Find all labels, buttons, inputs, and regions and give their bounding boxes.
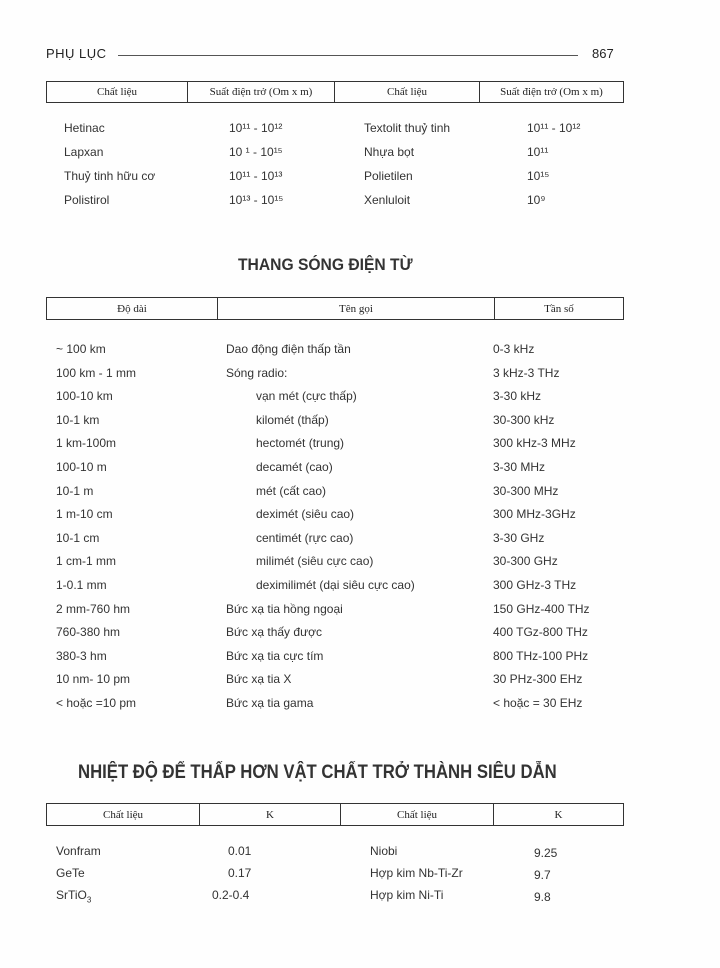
resistivity-table-header	[46, 81, 624, 103]
temperature-cell: 0.01	[228, 844, 252, 858]
wavelength-cell: < hoặc =10 pm	[56, 696, 137, 710]
material-cell: GeTe	[56, 866, 85, 880]
band-name-cell: Bức xạ thấy được	[226, 625, 322, 639]
spectrum-table-header	[46, 297, 624, 320]
wavelength-cell: 100-10 km	[56, 389, 113, 403]
wavelength-cell: 2 mm-760 hm	[56, 602, 131, 616]
band-name-cell: Dao động điện thấp tần	[226, 342, 351, 356]
section-label: PHỤ LỤC	[46, 46, 107, 61]
frequency-cell: 30 PHz-300 EHz	[493, 672, 583, 686]
value-cell: 10⁹	[527, 193, 546, 207]
subscript-text: 3	[86, 895, 92, 905]
frequency-cell: 0-3 kHz	[493, 342, 535, 356]
material-cell: Thuỷ tinh hữu cơ	[64, 169, 156, 183]
band-name-cell: Bức xạ tia gama	[226, 696, 314, 710]
temperature-cell: 9.7	[534, 868, 551, 882]
header-rule	[118, 55, 578, 56]
frequency-cell: 30-300 MHz	[493, 484, 559, 498]
wavelength-cell: 1 cm-1 mm	[56, 554, 116, 568]
material-cell	[56, 888, 91, 904]
frequency-cell: < hoặc = 30 EHz	[493, 696, 583, 710]
frequency-cell: 300 MHz-3GHz	[493, 507, 576, 521]
wavelength-cell: ~ 100 km	[56, 342, 106, 356]
band-name-cell: hectomét (trung)	[256, 436, 345, 450]
band-name-cell: Sóng radio:	[226, 366, 288, 380]
wavelength-cell: 10 nm- 10 pm	[56, 672, 131, 686]
frequency-cell: 3-30 MHz	[493, 460, 546, 474]
wavelength-cell: 1 m-10 cm	[56, 507, 113, 521]
temperature-cell: 0.2-0.4	[212, 888, 250, 902]
header-cell: Tần số	[544, 302, 574, 315]
band-name-cell: vạn mét (cực thấp)	[256, 389, 357, 403]
frequency-cell: 3 kHz-3 THz	[493, 366, 560, 380]
frequency-cell: 30-300 GHz	[493, 554, 558, 568]
wavelength-cell: 100-10 m	[56, 460, 107, 474]
value-cell: 10¹⁵	[527, 169, 550, 183]
frequency-cell: 150 GHz-400 THz	[493, 602, 590, 616]
temperature-cell: 9.25	[534, 846, 558, 860]
wavelength-cell: 1 km-100m	[56, 436, 117, 450]
header-cell: K	[554, 808, 563, 821]
material-cell: Lapxan	[64, 145, 104, 159]
header-cell: K	[200, 804, 341, 825]
value-cell: 10¹¹ - 10¹²	[527, 121, 581, 135]
band-name-cell: milimét (siêu cực cao)	[256, 554, 374, 568]
frequency-cell: 800 THz-100 PHz	[493, 649, 589, 663]
wavelength-cell: 10-1 km	[56, 413, 100, 427]
wavelength-cell: 10-1 cm	[56, 531, 100, 545]
temperature-cell: 9.8	[534, 890, 551, 904]
value-cell: 10¹¹ - 10¹²	[229, 121, 283, 135]
material-cell: Hợp kim Ni-Ti	[370, 888, 444, 902]
material-cell: Xenluloit	[364, 193, 411, 207]
band-name-cell: centimét (rực cao)	[256, 531, 354, 545]
value-cell: 10 ¹ - 10¹⁵	[229, 145, 283, 159]
superconductor-table-header	[46, 803, 624, 826]
header-cell: Chất liệu	[47, 82, 188, 102]
page-number: 867	[592, 46, 614, 61]
wavelength-cell: 380-3 hm	[56, 649, 107, 663]
spectrum-title: THANG SÓNG ĐIỆN TỪ	[238, 255, 413, 274]
header-cell: Tên gọi	[218, 298, 495, 319]
material-cell: Hetinac	[64, 121, 105, 135]
material-cell: Vonfram	[56, 844, 101, 858]
band-name-cell: deximét (siêu cao)	[256, 507, 355, 521]
header-cell: Chất liệu	[47, 804, 200, 825]
wavelength-cell: 1-0.1 mm	[56, 578, 107, 592]
wavelength-cell: 100 km - 1 mm	[56, 366, 137, 380]
frequency-cell: 400 TGz-800 THz	[493, 625, 588, 639]
band-name-cell: Bức xạ tia hồng ngoại	[226, 602, 343, 616]
frequency-cell: 300 GHz-3 THz	[493, 578, 577, 592]
header-cell: Suất điện trở (Om x m)	[500, 86, 603, 98]
wavelength-cell: 760-380 hm	[56, 625, 121, 639]
frequency-cell: 3-30 GHz	[493, 531, 545, 545]
header-cell: Độ dài	[47, 298, 218, 319]
superconductor-title: NHIỆT ĐỘ ĐỂ THẤP HƠN VẬT CHẤT TRỞ THÀNH SIÊU DẪN	[78, 762, 557, 783]
band-name-cell: Bức xạ tia cực tím	[226, 649, 324, 663]
frequency-cell: 300 kHz-3 MHz	[493, 436, 576, 450]
value-cell: 10¹¹ - 10¹³	[229, 169, 283, 183]
value-cell: 10¹¹	[527, 145, 549, 159]
header-cell: Chất liệu	[341, 804, 494, 825]
band-name-cell: kilomét (thấp)	[256, 413, 329, 427]
value-cell: 10¹³ - 10¹⁵	[229, 193, 284, 207]
frequency-cell: 30-300 kHz	[493, 413, 555, 427]
header-cell: Suất điện trở (Om x m)	[188, 82, 335, 102]
wavelength-cell: 10-1 m	[56, 484, 94, 498]
material-cell: Hợp kim Nb-Ti-Zr	[370, 866, 463, 880]
material-cell: Polietilen	[364, 169, 413, 183]
band-name-cell: decamét (cao)	[256, 460, 333, 474]
material-text: SrTiO	[56, 888, 87, 902]
frequency-cell: 3-30 kHz	[493, 389, 542, 403]
temperature-cell: 0.17	[228, 866, 252, 880]
material-cell: Polistirol	[64, 193, 110, 207]
material-cell: Nhựa bọt	[364, 145, 415, 159]
band-name-cell: mét (cất cao)	[256, 484, 327, 498]
material-cell: Niobi	[370, 844, 398, 858]
band-name-cell: Bức xạ tia X	[226, 672, 292, 686]
band-name-cell: deximilimét (dại siêu cực cao)	[256, 578, 415, 592]
header-cell: Chất liệu	[335, 82, 480, 102]
material-cell: Textolit thuỷ tinh	[364, 121, 451, 135]
